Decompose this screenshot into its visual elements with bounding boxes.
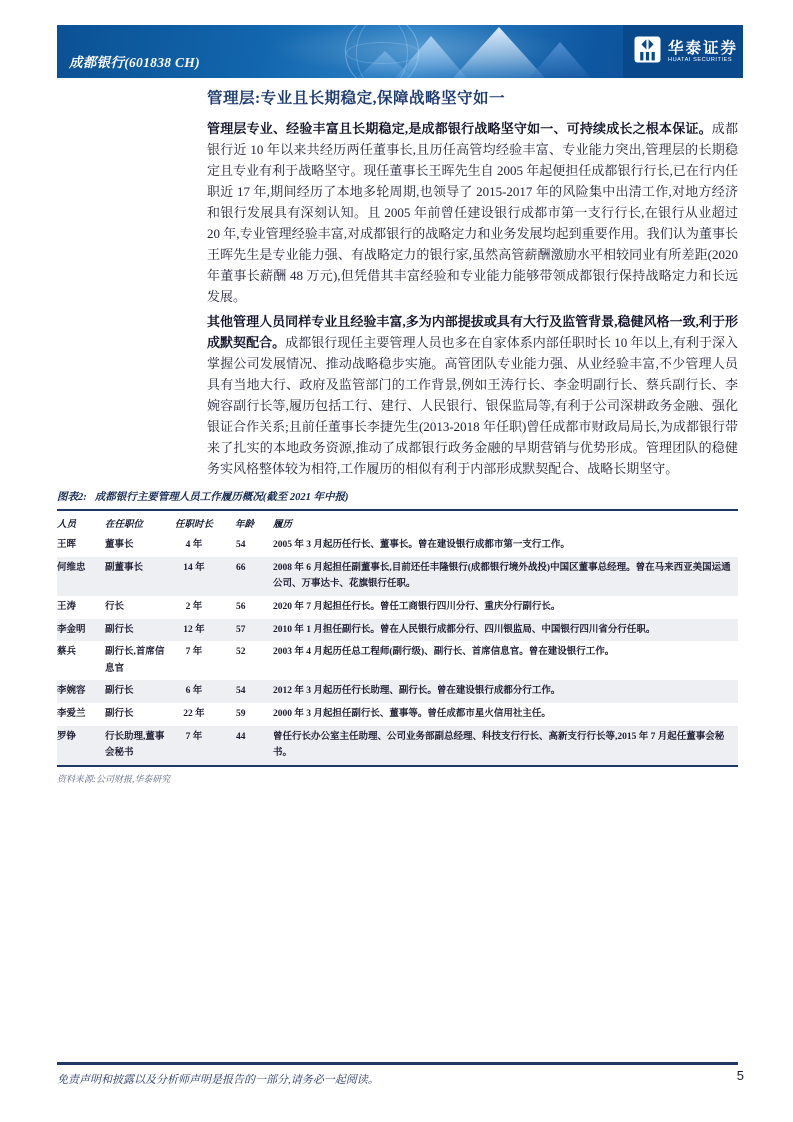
column-header-name: 人员 — [57, 520, 77, 530]
huatai-logo-text — [668, 40, 738, 63]
cell-age: 66 — [236, 562, 246, 573]
cell-age: 52 — [236, 647, 246, 658]
paragraph-body: 成都银行现任主要管理人员也多在自家体系内部任职时长 10 年以上,有利于深入掌握公司发展情况、推动战略稳步实施。高管团队专业能力强、从业经验丰富,不少管理人员具有当地大行、政府及监管部门的工作背景,例如王涛行长、李金明副行长、蔡兵副行长、李婉容副行长等,履历包括工行、建行、人民银行、银保监局等,有利于公司深耕政务金融、强化银证合作关系;且前任董事长李捷先生(2013-2018 年任职)曾任成都市财政局局长,为成都银行带来了扎实的本地政务资源,推动了成都银行政务金融的早期营销与优势形成。管理团队的稳健务实风格整体较为相符,工作履历的相似有利于内部形成默契配合、战略长期坚守。 — [207, 335, 738, 476]
cell-resume: 2003 年 4 月起历任总工程师(副行级)、副行长、首席信息官。曾在建设银行工作。 — [273, 647, 615, 658]
table-row — [57, 534, 738, 557]
cell-name: 李爱兰 — [57, 709, 86, 719]
footer-rule — [57, 1062, 738, 1065]
table-row — [57, 680, 738, 703]
cell-tenure: 2 年 — [185, 601, 203, 612]
cell-tenure: 6 年 — [185, 686, 203, 697]
table-row — [57, 596, 738, 619]
source-note: 资料来源:公司财报,华泰研究 — [57, 773, 171, 784]
table-row — [57, 641, 738, 680]
cell-resume: 2008 年 6 月起担任副董事长,目前还任丰隆银行(成都银行境外战投)中国区董事总经理。曾在马来西亚美国运通公司、万事达卡、花旗银行任职。 — [273, 562, 731, 590]
cell-name: 李金明 — [57, 624, 86, 635]
cell-tenure: 7 年 — [185, 731, 203, 742]
brand-name-cn: 华泰证券 — [668, 40, 739, 57]
cell-name: 何维忠 — [57, 562, 86, 573]
paragraph-management — [207, 118, 738, 307]
table-row — [57, 726, 738, 765]
cell-position: 副行长 — [105, 686, 134, 697]
figure-title-text: 成都银行主要管理人员工作履历概况(截至 2021 年中报) — [94, 492, 349, 503]
cell-tenure: 12 年 — [183, 624, 205, 635]
table-row — [57, 557, 738, 596]
report-header — [57, 25, 743, 78]
table-header-row — [57, 511, 738, 534]
cell-position: 行长 — [105, 601, 125, 612]
huatai-logo-icon — [634, 36, 661, 68]
column-header-age: 年龄 — [235, 520, 255, 530]
cell-resume: 曾任行长办公室主任助理、公司业务部副总经理、科技支行行长、高新支行行长等,2015 年 7 月起任董事会秘书。 — [273, 731, 725, 759]
column-header-position: 在任职位 — [105, 520, 144, 530]
cell-tenure: 14 年 — [183, 562, 205, 573]
cell-age: 54 — [236, 686, 246, 697]
cell-position: 副董事长 — [105, 562, 144, 573]
column-header-tenure: 任职时长 — [174, 520, 213, 530]
brand-name-en: HUATAI SECURITIES — [668, 57, 733, 63]
figure-2-management-table — [57, 489, 738, 785]
paragraph-body: 成都银行近 10 年以来共经历两任董事长,且历任高管均经验丰富、专业能力突出,管理层的长期稳定且专业有利于战略坚守。现任董事长王晖先生自 2005 年起便担任成都银行行长,已在行内任职近 17 年,期间经历了本地多轮周期,也领导了 2015-2017 年的风险集中出清工作,对地方经济和银行发展具有深刻认知。且 2005 年前曾任建设银行成都市第一支行行长,在银行从业超过 20 年,专业管理经验丰富,对成都银行的战略定力和业务发展均起到重要作用。我们认为董事长王晖先生是专业能力强、有战略定力的银行家,虽然高管薪酬激励水平相较同业有所差距(2020 年董事长薪酬 48 万元),但凭借其丰富经验和专业能力能够带领成都银行保持战略定力和长远发展。 — [207, 121, 738, 304]
cell-tenure: 22 年 — [183, 709, 205, 719]
cell-resume: 2010 年 1 月担任副行长。曾在人民银行成都分行、四川银监局、中国银行四川省分行任职。 — [273, 624, 656, 635]
figure-label: 图表2: — [57, 492, 87, 503]
table-row — [57, 619, 738, 642]
cell-age: 59 — [236, 709, 246, 719]
cell-age: 57 — [236, 624, 246, 635]
page-number: 5 — [736, 1068, 744, 1083]
cell-name: 王晖 — [57, 540, 77, 550]
cell-resume: 2000 年 3 月起担任副行长、董事等。曾任成都市星火信用社主任。 — [273, 709, 551, 719]
footer-disclaimer: 免责声明和披露以及分析师声明是报告的一部分,请务必一起阅读。 — [57, 1074, 379, 1086]
cell-position: 副行长 — [105, 709, 134, 719]
table-body — [57, 534, 738, 765]
cell-name: 罗铮 — [57, 731, 77, 742]
paragraph-other-managers — [207, 311, 738, 479]
cell-age: 44 — [236, 731, 246, 742]
cell-name: 王涛 — [57, 601, 77, 612]
figure-title — [57, 489, 738, 509]
cell-position: 副行长 — [105, 624, 134, 635]
cell-tenure: 7 年 — [185, 647, 203, 658]
column-header-resume: 履历 — [273, 520, 293, 530]
cell-age: 54 — [236, 540, 246, 550]
cell-name: 李婉容 — [57, 686, 86, 697]
cell-resume: 2020 年 7 月起担任行长。曾任工商银行四川分行、重庆分行副行长。 — [273, 601, 561, 612]
cell-resume: 2012 年 3 月起历任行长助理、副行长。曾在建设银行成都分行工作。 — [273, 686, 561, 697]
cell-position: 副行长,首席信息官 — [105, 647, 165, 674]
cell-tenure: 4 年 — [185, 540, 203, 550]
cell-resume: 2005 年 3 月起历任行长、董事长。曾在建设银行成都市第一支行工作。 — [273, 540, 570, 550]
table-row — [57, 703, 738, 726]
paragraph-lead: 其他管理人员同样专业且经验丰富,多为内部提拔或具有大行及监管背景,稳健风格一致,利于形成默契配合。 — [207, 314, 738, 350]
cell-position: 行长助理,董事会秘书 — [105, 731, 165, 759]
section-title: 管理层:专业且长期稳定,保障战略坚守如一 — [207, 90, 506, 107]
cell-age: 56 — [236, 601, 246, 612]
paragraph-lead: 管理层专业、经验丰富且长期稳定,是成都银行战略坚守如一、可持续成长之根本保证。 — [207, 121, 712, 136]
stock-title: 成都银行(601838 CH) — [69, 55, 200, 70]
cell-name: 蔡兵 — [57, 647, 77, 658]
huatai-logo — [623, 25, 743, 78]
cell-position: 董事长 — [105, 540, 134, 550]
